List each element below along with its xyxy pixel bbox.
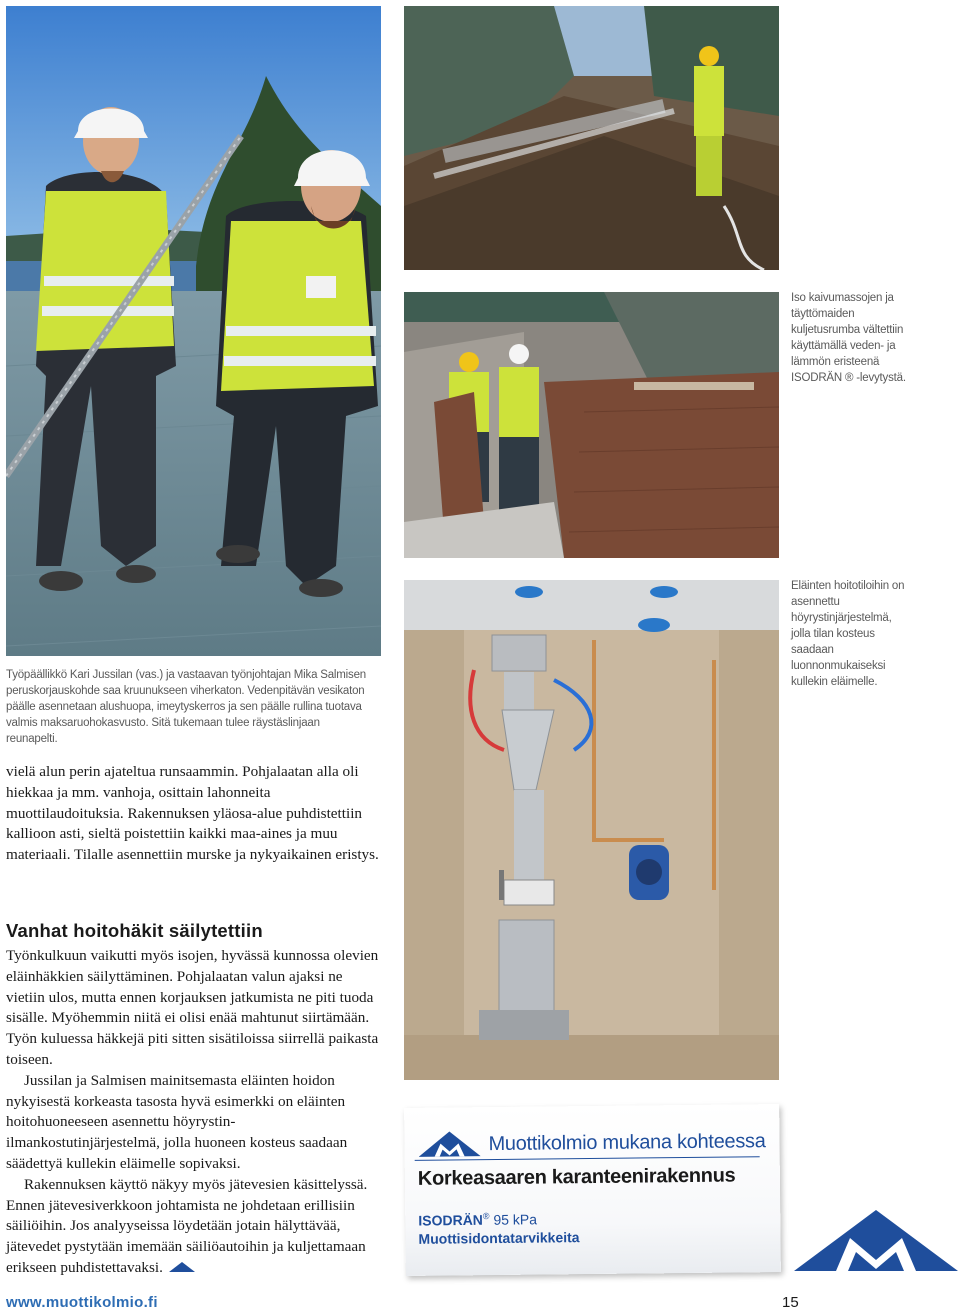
project-name: Korkeasaaren karanteenirakennus: [417, 1164, 736, 1190]
photo-excavation-spray: [404, 6, 779, 270]
paragraph-cages: Työnkulkuun vaikutti myös isojen, hyvässä kunnossa olevien eläinhäkkien säilyttäminen. Pohjalaatan valun ajaksi ne vietiin ulos, mutta ennen korjauksen jatkumista ne piti tuoda sisälle. Myöhemmin niitä ei olisi enää mahtunut siirtämään. Työn kuluessa häkkejä piti sitten sisätiloissa siirrellä paikasta toiseen.: [6, 947, 379, 1068]
product-info: [418, 1206, 579, 1247]
product-spec: 95 kPa: [489, 1211, 538, 1228]
paragraph-wastewater-text: Rakennuksen käyttö näkyy myös jätevesien käsittelyssä. Ennen jätevesiverkkoon johtamista ne johdetaan erillisiin säiliöihin. Jos analyyseissa löydetään jotain hälyttävää, jätevedet pystytään imemään säiliöautoihin ja kuljettamaan erikseen puhdistettavaksi.: [6, 1175, 368, 1276]
muottikolmio-small-logo-icon: [416, 1129, 482, 1158]
caption-humidifier: Eläinten hoitotiloihin on asennettu höyrystinjärjestelmä, jolla tilan kosteus saadaan luonnonmukaiseksi kullekin eläimelle.: [791, 580, 905, 688]
article-body: [6, 946, 382, 1279]
paragraph-wastewater: [6, 1175, 382, 1279]
section-heading: Vanhat hoitohäkit säilytettiin: [6, 920, 263, 941]
photo-insulation-boards: [404, 292, 779, 558]
caption-roof-workers: Työpäällikkö Kari Jussilan (vas.) ja vastaavan työnjohtajan Mika Salmisen peruskorjauskohde saa kruunukseen viherkaton. Vedenpitävän vesikaton päälle asennetaan alushuopa, imeytyskerros ja sen päälle rullina tuotava valmis maksaruohokasvusto. Sitä tukemaan tulee räystäslinjaan reunapelti.: [6, 669, 366, 745]
product-name: ISODRÄN: [418, 1211, 483, 1229]
muottikolmio-large-logo-icon: [792, 1208, 960, 1272]
product-category: Muottisidontatarvikkeita: [418, 1228, 580, 1247]
caption-excavation: Iso kaivumassojen ja täyttömaiden kuljetusrumba vältettiin käyttämällä veden- ja lämmön eristeenä ISODRÄN ® -levytystä.: [791, 292, 906, 384]
photo-roof-workers: [6, 6, 381, 656]
brand-title: Muottikolmio mukana kohteessa: [488, 1130, 766, 1156]
footer-website-link[interactable]: www.muottikolmio.fi: [6, 1294, 158, 1311]
intro-paragraph: vielä alun perin ajateltua runsaammin. Pohjalaatan alla oli hiekkaa ja mm. vanhoja, osittain lahonneita muottilaudoituksia. Rakennuksen yläosa-alue puhdistettiin kallioon asti, sieltä poistettiin kaikki maa-aines ja muu materiaali. Tilalle asennettiin murske ja nykyaikainen eristys.: [6, 763, 379, 864]
article-intro: [6, 762, 382, 866]
product-registered: ®: [482, 1211, 490, 1222]
end-triangle-icon: [169, 1262, 195, 1272]
paragraph-humidifier: Jussilan ja Salmisen mainitsemasta eläinten hoidon nykyisestä korkeasta tasosta hyvä esimerkki on eläinten hoitohuoneeseen asennettu höyrystin-ilmankostutinjärjestelmä, jolla huoneen kosteus saadaan säädettyä kullekin eläimelle sopivaksi.: [6, 1071, 348, 1172]
photo-humidifier-room: [404, 580, 779, 1080]
brand-box: [404, 1104, 781, 1276]
page-number: 15: [782, 1294, 799, 1311]
